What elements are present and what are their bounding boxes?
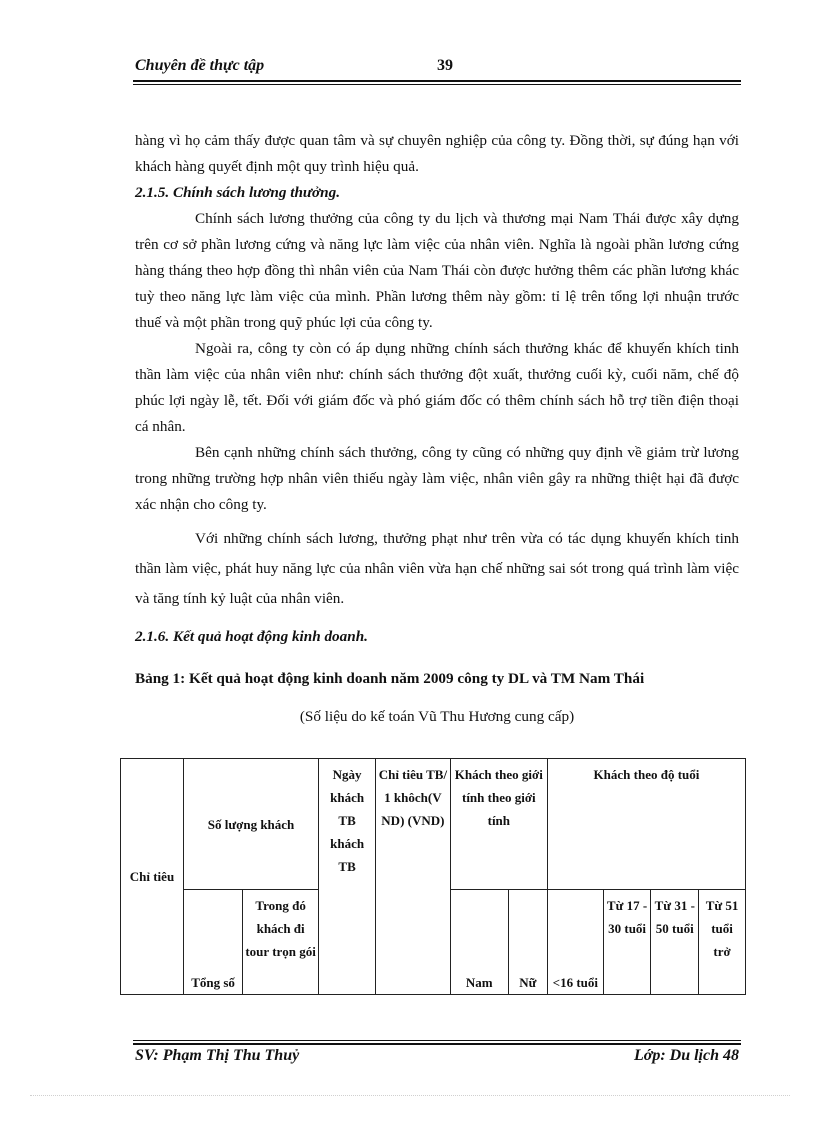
- table-title: Bảng 1: Kết quả hoạt động kinh doanh năm 2009 công ty DL và TM Nam Thái: [135, 670, 645, 687]
- paragraph-3: Ngoài ra, công ty còn có áp dụng những chính sách thưởng khác để khuyến khích tinh thần làm việc của nhân viên như: chính sách thưởng đột xuất, thưởng cuối kỳ, cuối năm, chế độ phúc lợi ngày lễ, tết. Đối với giám đốc và phó giám đốc có thêm chính sách hỗ trợ tiền điện thoại cá nhân.: [135, 340, 739, 435]
- col-age-51: Từ 51 tuổi trở: [699, 890, 746, 995]
- col-tron-goi: Trong đó khách đi tour trọn gói: [243, 890, 319, 995]
- paragraph-2: Chính sách lương thưởng của công ty du lịch và thương mại Nam Thái được xây dựng trên cơ sở phần lương cứng và năng lực làm việc của nhân viên. Nghĩa là ngoài phần lương cứng hàng tháng theo hợp đồng thì nhân viên của Nam Thái còn được hưởng thêm các phần lương khác tuỳ theo năng lực làm việc của mình. Phần lương thêm này gồm: tỉ lệ trên tổng lợi nhuận trước thuế và một phần trong quỹ phúc lợi của công ty.: [135, 210, 739, 331]
- col-tong-so: Tổng số: [183, 890, 242, 995]
- paragraph-4: Bên cạnh những chính sách thưởng, công ty cũng có những quy định về giảm trừ lương trong những trường hợp nhân viên thiếu ngày làm việc, nhân viên gây ra những thiệt hại đã được xác nhận cho công ty.: [135, 444, 739, 513]
- page-header: [133, 57, 741, 81]
- document-title: Chuyên đề thực tập: [135, 57, 265, 74]
- class-name: Lớp: Du lịch 48: [633, 1047, 739, 1064]
- paragraph-1: hàng vì họ cảm thấy được quan tâm và sự chuyên nghiệp của công ty. Đồng thời, sự đúng hạn với khách hàng quyết định một quy trình hiệu quả.: [135, 132, 739, 175]
- table-header-row-1: [121, 759, 746, 890]
- page-number: 39: [437, 57, 453, 74]
- table-source-note: (Số liệu do kế toán Vũ Thu Hương cung cấp): [299, 708, 575, 725]
- header-rule-bottom: [133, 84, 741, 85]
- col-age-31-50: Từ 31 - 50 tuổi: [651, 890, 699, 995]
- section-heading-2-1-6: 2.1.6. Kết quả hoạt động kinh doanh.: [135, 628, 368, 645]
- col-chi-tieu-tb: Chỉ tiêu TB/ 1 khôch(V ND) (VND): [376, 759, 451, 995]
- page-bottom-dotted-line: [30, 1095, 790, 1096]
- col-ngay-khach: Ngày khách TB khách TB: [319, 759, 376, 995]
- col-age-under-16: <16 tuổi: [547, 890, 603, 995]
- col-chi-tieu: Chỉ tiêu: [121, 759, 184, 995]
- document-body: [135, 128, 739, 730]
- col-nam: Nam: [450, 890, 508, 995]
- col-age-17-30: Từ 17 - 30 tuổi: [603, 890, 651, 995]
- section-heading-2-1-5: 2.1.5. Chính sách lương thưởng.: [135, 184, 341, 201]
- business-results-table: [120, 758, 746, 995]
- paragraph-5: Với những chính sách lương, thưởng phạt như trên vừa có tác dụng khuyến khích tinh thần làm việc, phát huy năng lực của nhân viên vừa hạn chế những sai sót trong quá trình làm việc và tăng tính kỷ luật của nhân viên.: [135, 530, 739, 607]
- student-name: SV: Phạm Thị Thu Thuỷ: [135, 1047, 300, 1064]
- col-khach-gioi-tinh: Khách theo giới tính theo giới tính: [450, 759, 547, 890]
- col-nu: Nữ: [508, 890, 547, 995]
- col-so-luong-khach: Số lượng khách: [183, 759, 318, 890]
- col-khach-do-tuoi: Khách theo độ tuổi: [547, 759, 745, 890]
- footer-rule-top: [133, 1040, 741, 1041]
- page-footer: [133, 1047, 741, 1071]
- header-rule-top: [133, 80, 741, 82]
- footer-rule-bottom: [133, 1043, 741, 1045]
